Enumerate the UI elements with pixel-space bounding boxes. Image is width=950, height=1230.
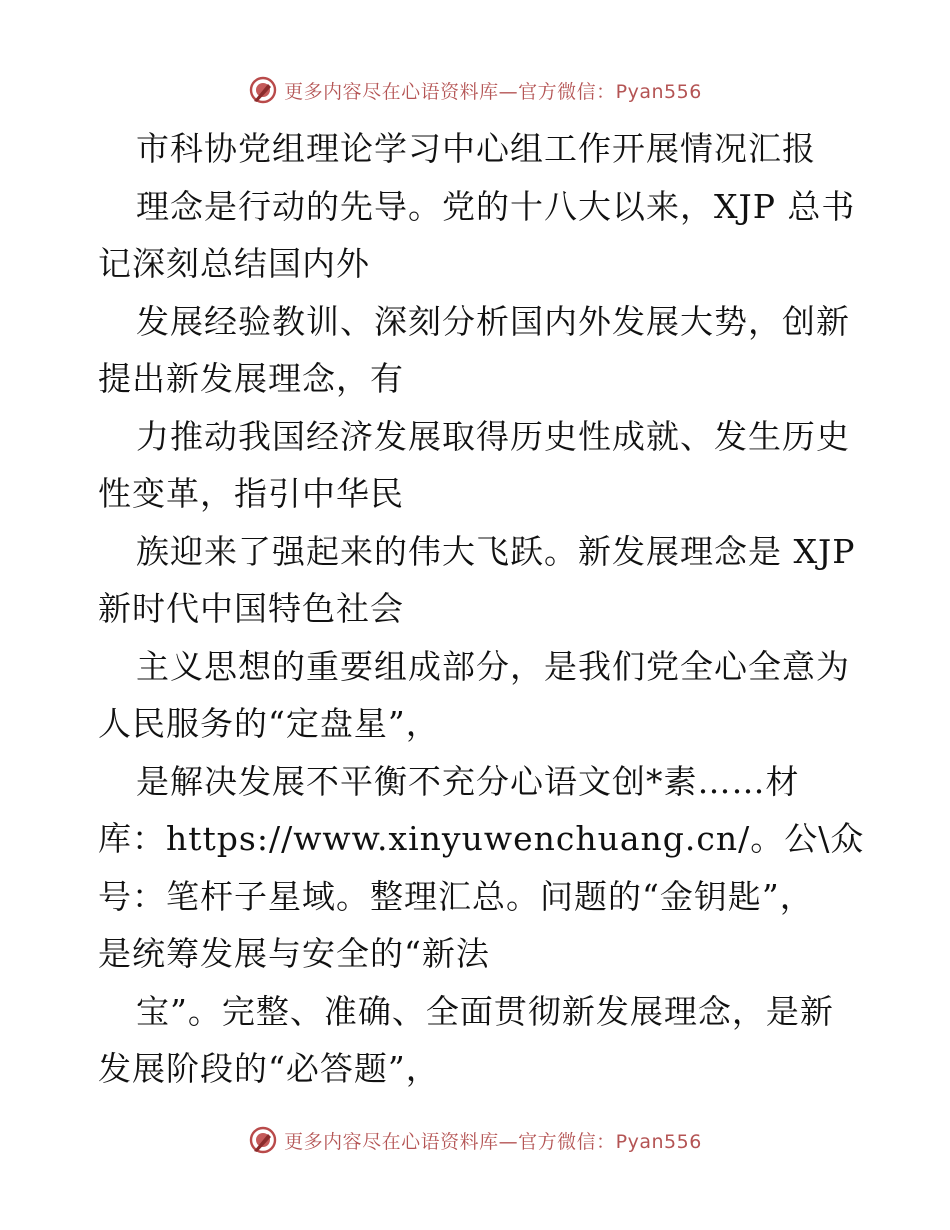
text-line: 市科协党组理论学习中心组工作开展情况汇报 — [136, 129, 816, 168]
text-line: 是统筹发展与安全的“新法 — [98, 934, 490, 973]
paragraph — [98, 638, 858, 753]
text-line: 族迎来了强起来的伟大飞跃。新发展理念是 XJP — [136, 531, 856, 571]
text-line: 主义思想的重要组成部分，是我们党全心全意为 — [136, 646, 850, 686]
watermark-text: 更多内容尽在心语资料库—官方微信：Pyan556 — [284, 1130, 702, 1153]
footer-watermark — [0, 1120, 950, 1160]
text-line: 人民服务的“定盘星”， — [98, 704, 440, 743]
text-line: 提出新发展理念，有 — [98, 359, 404, 398]
text-line: 发展经验教训、深刻分析国内外发展大势，创新 — [136, 301, 850, 341]
text-line: 宝”。完整、准确、全面贯彻新发展理念，是新 — [136, 991, 834, 1031]
paragraph — [98, 523, 858, 638]
text-line: 新时代中国特色社会 — [98, 589, 404, 628]
paragraph — [98, 120, 858, 178]
text-line: 性变革，指引中华民 — [98, 474, 404, 513]
paragraph — [98, 178, 858, 293]
document-body — [98, 120, 865, 1098]
text-line: 记深刻总结国内外 — [98, 244, 370, 283]
text-line: 发展阶段的“必答题”， — [98, 1049, 440, 1088]
text-line: 号：笔杆子星域。整理汇总。问题的“金钥匙”， — [98, 876, 814, 916]
paragraph — [98, 983, 858, 1098]
watermark-text: 更多内容尽在心语资料库—官方微信：Pyan556 — [284, 80, 702, 103]
text-line: 库：https://www.xinyuwenchuang.cn/。公\众 — [98, 819, 865, 858]
paragraph — [98, 408, 858, 523]
pen-logo-icon — [248, 1125, 278, 1155]
text-line: 力推动我国经济发展取得历史性成就、发生历史 — [136, 416, 850, 456]
header-watermark — [0, 70, 950, 110]
pen-logo-icon — [248, 75, 278, 105]
text-line: 是解决发展不平衡不充分心语文创*素……材 — [136, 761, 800, 801]
text-line: 理念是行动的先导。党的十八大以来，XJP 总书 — [136, 186, 856, 226]
paragraph — [98, 753, 865, 983]
paragraph — [98, 293, 858, 408]
